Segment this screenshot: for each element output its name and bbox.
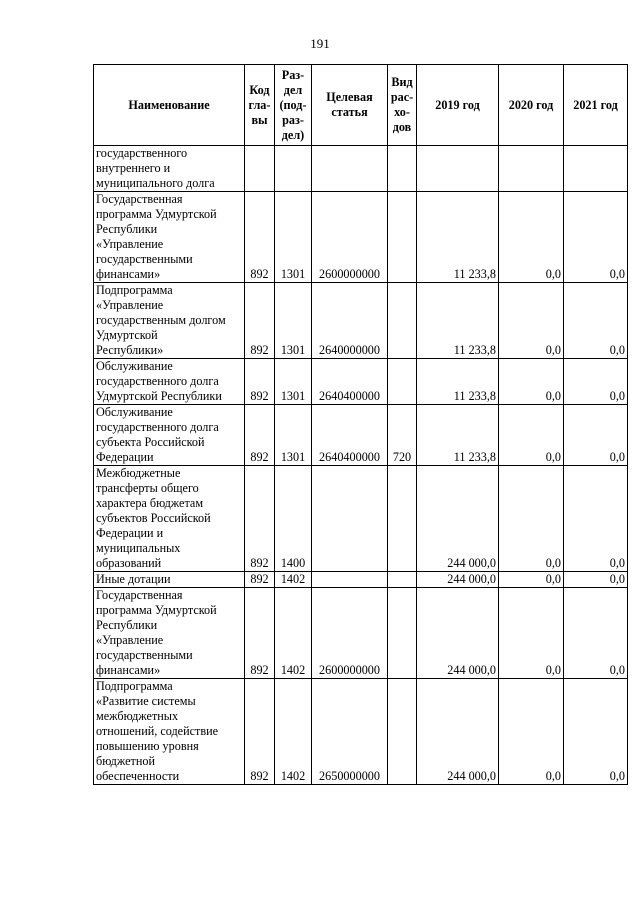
table-row <box>94 572 628 588</box>
row-name: Иные дотации <box>94 572 245 588</box>
row-name: Обслуживание государственного долга субъекта Российской Федерации <box>94 405 245 466</box>
row-2021: 0,0 <box>564 679 628 785</box>
table-row <box>94 192 628 283</box>
row-2021: 0,0 <box>564 588 628 679</box>
table-row <box>94 588 628 679</box>
row-2020: 0,0 <box>499 588 564 679</box>
row-2019: 244 000,0 <box>417 572 499 588</box>
row-kind <box>388 466 417 572</box>
row-target: 2640400000 <box>312 359 388 405</box>
header-name: Наименование <box>94 65 245 146</box>
row-2020: 0,0 <box>499 283 564 359</box>
row-name: Государственная программа Удмуртской Республики «Управление государственными финансами» <box>94 588 245 679</box>
row-code: 892 <box>245 359 275 405</box>
row-2020: 0,0 <box>499 405 564 466</box>
header-code: Код гла- вы <box>245 65 275 146</box>
row-target <box>312 572 388 588</box>
row-code: 892 <box>245 283 275 359</box>
row-section: 1301 <box>275 283 312 359</box>
row-2021: 0,0 <box>564 192 628 283</box>
row-target <box>312 466 388 572</box>
row-name: Подпрограмма «Управление государственным долгом Удмуртской Республики» <box>94 283 245 359</box>
row-2020: 0,0 <box>499 466 564 572</box>
row-code: 892 <box>245 466 275 572</box>
row-name: Подпрограмма «Развитие системы межбюджетных отношений, содействие повышению уровня бюджетной обеспеченности <box>94 679 245 785</box>
row-name: Обслуживание государственного долга Удмуртской Республики <box>94 359 245 405</box>
row-target: 2650000000 <box>312 679 388 785</box>
row-kind: 720 <box>388 405 417 466</box>
header-2021: 2021 год <box>564 65 628 146</box>
budget-table <box>93 64 628 785</box>
row-2020 <box>499 146 564 192</box>
page-number: 191 <box>310 36 330 51</box>
row-code: 892 <box>245 588 275 679</box>
row-2019: 11 233,8 <box>417 359 499 405</box>
row-2021: 0,0 <box>564 572 628 588</box>
header-kind: Вид рас- хо- дов <box>388 65 417 146</box>
row-section: 1402 <box>275 679 312 785</box>
row-kind <box>388 283 417 359</box>
row-kind <box>388 679 417 785</box>
row-code: 892 <box>245 192 275 283</box>
header-2020: 2020 год <box>499 65 564 146</box>
row-2021: 0,0 <box>564 359 628 405</box>
row-section: 1402 <box>275 588 312 679</box>
row-2019: 11 233,8 <box>417 405 499 466</box>
row-section: 1301 <box>275 405 312 466</box>
row-code: 892 <box>245 679 275 785</box>
row-target: 2640400000 <box>312 405 388 466</box>
row-kind <box>388 146 417 192</box>
table-row <box>94 283 628 359</box>
row-section: 1301 <box>275 359 312 405</box>
row-section <box>275 146 312 192</box>
row-name: Государственная программа Удмуртской Республики «Управление государственными финансами» <box>94 192 245 283</box>
table-row <box>94 679 628 785</box>
header-target: Целевая статья <box>312 65 388 146</box>
row-2019 <box>417 146 499 192</box>
row-kind <box>388 359 417 405</box>
table-header-row <box>94 65 628 146</box>
table-row <box>94 359 628 405</box>
row-2021: 0,0 <box>564 405 628 466</box>
row-target: 2600000000 <box>312 588 388 679</box>
row-target: 2600000000 <box>312 192 388 283</box>
row-section: 1402 <box>275 572 312 588</box>
row-2020: 0,0 <box>499 359 564 405</box>
row-code <box>245 146 275 192</box>
row-2019: 11 233,8 <box>417 192 499 283</box>
row-code: 892 <box>245 405 275 466</box>
row-2019: 244 000,0 <box>417 588 499 679</box>
row-2021 <box>564 146 628 192</box>
row-name: Межбюджетные трансферты общего характера бюджетам субъектов Российской Федерации и муниципальных образований <box>94 466 245 572</box>
header-2019: 2019 год <box>417 65 499 146</box>
row-kind <box>388 588 417 679</box>
row-2019: 244 000,0 <box>417 466 499 572</box>
row-2019: 11 233,8 <box>417 283 499 359</box>
row-2020: 0,0 <box>499 572 564 588</box>
row-target: 2640000000 <box>312 283 388 359</box>
row-kind <box>388 192 417 283</box>
row-2021: 0,0 <box>564 283 628 359</box>
table-row <box>94 466 628 572</box>
row-kind <box>388 572 417 588</box>
row-name: государственного внутреннего и муниципального долга <box>94 146 245 192</box>
row-section: 1301 <box>275 192 312 283</box>
row-code: 892 <box>245 572 275 588</box>
table-row <box>94 405 628 466</box>
row-2019: 244 000,0 <box>417 679 499 785</box>
row-section: 1400 <box>275 466 312 572</box>
table-row <box>94 146 628 192</box>
row-2020: 0,0 <box>499 679 564 785</box>
row-2021: 0,0 <box>564 466 628 572</box>
header-section: Раз- дел (под- раз- дел) <box>275 65 312 146</box>
row-2020: 0,0 <box>499 192 564 283</box>
row-target <box>312 146 388 192</box>
